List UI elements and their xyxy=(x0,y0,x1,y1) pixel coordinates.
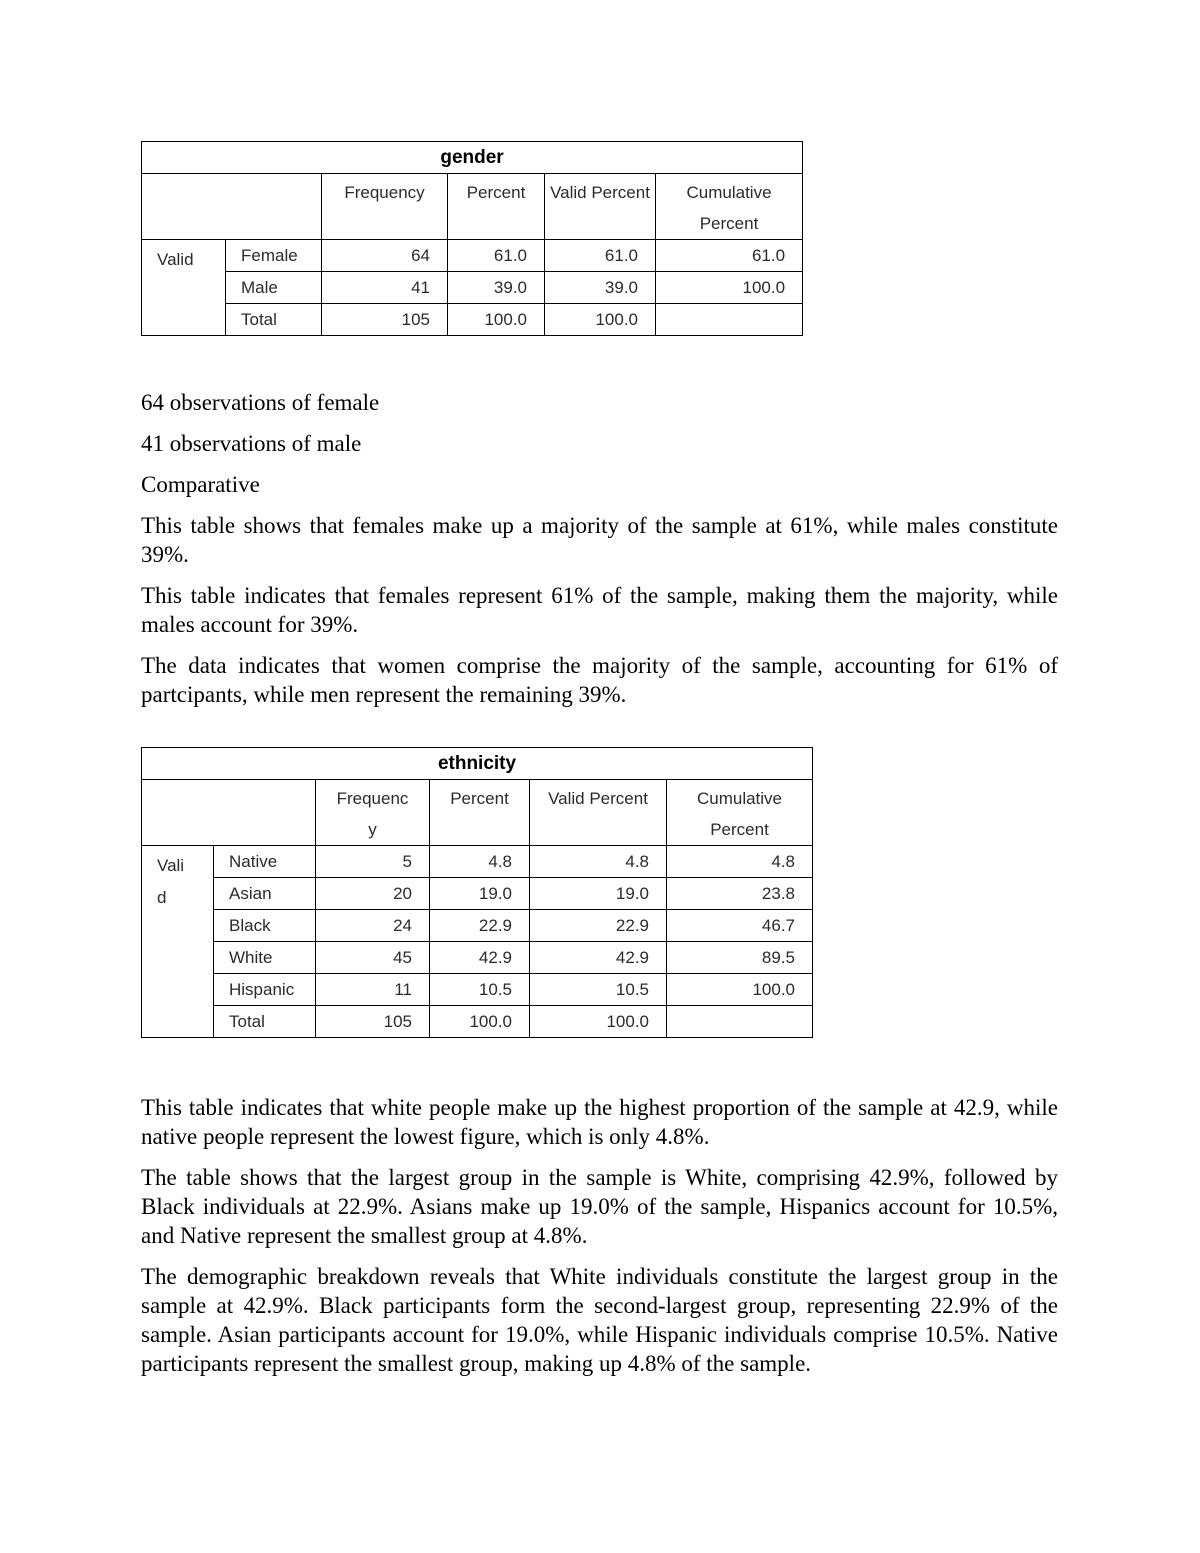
note-line: 64 observations of female xyxy=(141,390,380,415)
valid-percent-cell: 22.9 xyxy=(530,910,667,942)
paragraph: The demographic breakdown reveals that White individuals constitute the largest group in the sample at 42.9%. Black participants form the second-largest group, representing 22.9% of the sample. Asian participants account for 19.0%, while Hispanic individuals comprise 10.5%. Native participants represent the smallest group, making up 4.8% of the sample. xyxy=(141,1264,1058,1376)
row-label: White xyxy=(214,942,316,974)
frequency-cell: 45 xyxy=(316,942,430,974)
ethnicity-frequency-table xyxy=(141,747,813,1038)
cumulative-cell xyxy=(667,1006,813,1038)
frequency-cell: 105 xyxy=(316,1006,430,1038)
frequency-cell: 5 xyxy=(316,846,430,878)
cumulative-cell xyxy=(656,304,803,336)
row-label: Male xyxy=(226,272,322,304)
header-frequency: Frequenc y xyxy=(316,780,430,846)
header-cumulative-percent: Cumulative Percent xyxy=(667,780,813,846)
valid-percent-cell: 39.0 xyxy=(545,272,656,304)
percent-cell: 100.0 xyxy=(448,304,545,336)
cumulative-cell: 23.8 xyxy=(667,878,813,910)
table-row xyxy=(142,910,813,942)
header-valid-percent: Valid Percent xyxy=(545,174,656,240)
header-frequency: Frequency xyxy=(322,174,448,240)
ethnicity-notes xyxy=(141,1093,1058,1378)
table-row xyxy=(142,272,803,304)
percent-cell: 19.0 xyxy=(430,878,530,910)
percent-cell: 42.9 xyxy=(430,942,530,974)
frequency-cell: 20 xyxy=(316,878,430,910)
header-valid-percent: Valid Percent xyxy=(530,780,667,846)
frequency-cell: 105 xyxy=(322,304,448,336)
cumulative-cell: 100.0 xyxy=(667,974,813,1006)
row-label: Total xyxy=(226,304,322,336)
cumulative-cell: 61.0 xyxy=(656,240,803,272)
valid-label: Valid xyxy=(142,240,226,336)
valid-percent-cell: 100.0 xyxy=(530,1006,667,1038)
header-blank xyxy=(142,174,322,240)
valid-label: Vali d xyxy=(142,846,214,1038)
note-line: 41 observations of male xyxy=(141,431,362,456)
valid-percent-cell: 61.0 xyxy=(545,240,656,272)
row-label: Black xyxy=(214,910,316,942)
paragraph: This table indicates that white people make up the highest proportion of the sample at 42.9, while native people represent the lowest figure, which is only 4.8%. xyxy=(141,1095,1058,1149)
valid-percent-cell: 4.8 xyxy=(530,846,667,878)
cumulative-cell: 46.7 xyxy=(667,910,813,942)
header-blank xyxy=(142,780,316,846)
paragraph: This table shows that females make up a majority of the sample at 61%, while males constitute 39%. xyxy=(141,513,1058,567)
row-label: Hispanic xyxy=(214,974,316,1006)
percent-cell: 100.0 xyxy=(430,1006,530,1038)
percent-cell: 4.8 xyxy=(430,846,530,878)
percent-cell: 39.0 xyxy=(448,272,545,304)
row-label: Total xyxy=(214,1006,316,1038)
cumulative-cell: 100.0 xyxy=(656,272,803,304)
table-row xyxy=(142,240,803,272)
paragraph: The table shows that the largest group in the sample is White, comprising 42.9%, followed by Black individuals at 22.9%. Asians make up 19.0% of the sample, Hispanics account for 10.5%, and Native represent the smallest group at 4.8%. xyxy=(141,1165,1058,1248)
table-title: ethnicity xyxy=(142,748,813,780)
gender-notes xyxy=(141,388,1058,709)
frequency-cell: 41 xyxy=(322,272,448,304)
valid-percent-cell: 19.0 xyxy=(530,878,667,910)
row-label: Female xyxy=(226,240,322,272)
cumulative-cell: 4.8 xyxy=(667,846,813,878)
paragraph: The data indicates that women comprise the majority of the sample, accounting for 61% of partcipants, while men represent the remaining 39%. xyxy=(141,653,1058,707)
table-row xyxy=(142,942,813,974)
table-row xyxy=(142,1006,813,1038)
percent-cell: 61.0 xyxy=(448,240,545,272)
header-cumulative-percent: Cumulative Percent xyxy=(656,174,803,240)
table-row xyxy=(142,878,813,910)
table-row xyxy=(142,974,813,1006)
gender-frequency-table xyxy=(141,141,803,336)
table-row xyxy=(142,304,803,336)
row-label: Native xyxy=(214,846,316,878)
valid-percent-cell: 100.0 xyxy=(545,304,656,336)
header-percent: Percent xyxy=(448,174,545,240)
percent-cell: 22.9 xyxy=(430,910,530,942)
header-percent: Percent xyxy=(430,780,530,846)
valid-percent-cell: 10.5 xyxy=(530,974,667,1006)
cumulative-cell: 89.5 xyxy=(667,942,813,974)
frequency-cell: 11 xyxy=(316,974,430,1006)
percent-cell: 10.5 xyxy=(430,974,530,1006)
note-line: Comparative xyxy=(141,472,260,497)
frequency-cell: 64 xyxy=(322,240,448,272)
frequency-cell: 24 xyxy=(316,910,430,942)
valid-percent-cell: 42.9 xyxy=(530,942,667,974)
row-label: Asian xyxy=(214,878,316,910)
table-title: gender xyxy=(142,142,803,174)
table-row xyxy=(142,846,813,878)
paragraph: This table indicates that females represent 61% of the sample, making them the majority, while males account for 39%. xyxy=(141,583,1058,637)
